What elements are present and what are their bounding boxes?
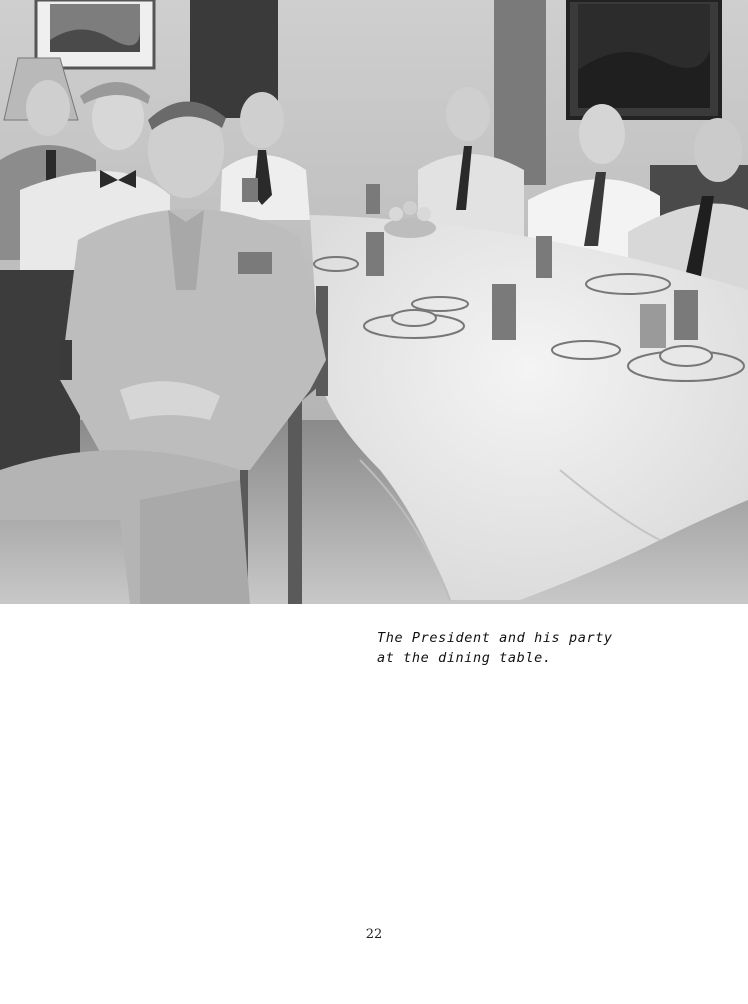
- caption-line-2: at the dining table.: [377, 650, 552, 666]
- photo-caption: [377, 628, 657, 668]
- page-number: 22: [365, 927, 383, 942]
- caption-line-1: The President and his party: [377, 630, 613, 646]
- wall-painting-right: [568, 0, 720, 118]
